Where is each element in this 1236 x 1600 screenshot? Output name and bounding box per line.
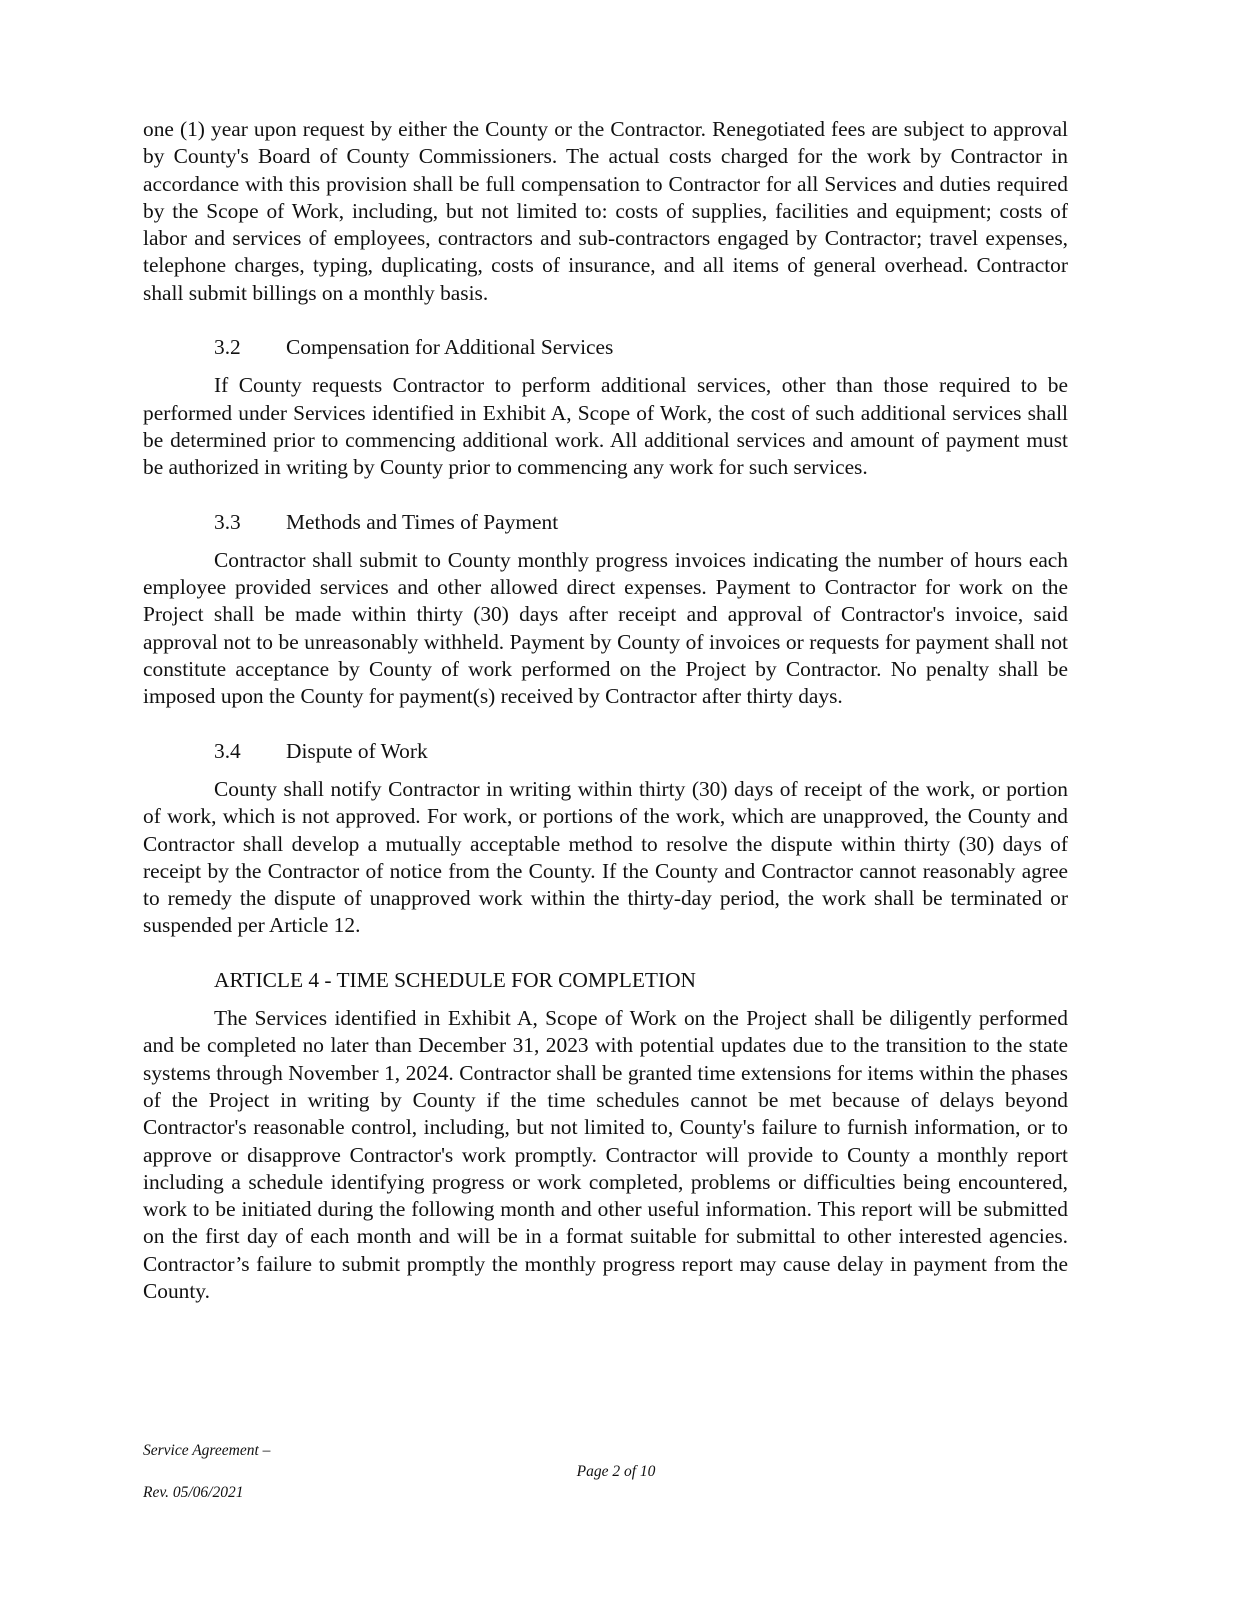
- section-heading-3-4: [143, 738, 1068, 765]
- page-number: Page 2 of 10: [576, 1463, 656, 1480]
- section-paragraph-3-2: If County requests Contractor to perform additional services, other than those required to be performed under Services identified in Exhibit A, Scope of Work, the cost of such additional services shall be determined prior to commencing additional work. All additional services and amount of payment must be authorized in writing by County prior to commencing any work for such services.: [143, 373, 1068, 480]
- section-number: 3.2: [214, 335, 241, 360]
- footer-doc-name: Service Agreement –: [143, 1442, 271, 1459]
- section-title: Dispute of Work: [286, 738, 428, 763]
- section-heading-3-3: [143, 509, 1068, 536]
- footer-revision: Rev. 05/06/2021: [143, 1484, 244, 1501]
- intro-paragraph: one (1) year upon request by either the County or the Contractor. Renegotiated fees are subject to approval by County's Board of County Commissioners. The actual costs charged for the work by Contractor in accordance with this provision shall be full compensation to Contractor for all Services and duties required by the Scope of Work, including, but not limited to: costs of supplies, facilities and equipment; costs of labor and services of employees, contractors and sub-contractors engaged by Contractor; travel expenses, telephone charges, typing, duplicating, costs of insurance, and all items of general overhead. Contractor shall submit billings on a monthly basis.: [143, 117, 1068, 305]
- article-paragraph-4: The Services identified in Exhibit A, Scope of Work on the Project shall be diligently performed and be completed no later than December 31, 2023 with potential updates due to the transition to the state systems through November 1, 2024. Contractor shall be granted time extensions for items within the phases of the Project in writing by County if the time schedules cannot be met because of delays beyond Contractor's reasonable control, including, but not limited to, County's failure to furnish information, or to approve or disapprove Contractor's work promptly. Contractor will provide to County a monthly report including a schedule identifying progress or work completed, problems or difficulties being encountered, work to be initiated during the following month and other useful information. This report will be submitted on the first day of each month and will be in a format suitable for submittal to other interested agencies. Contractor’s failure to submit promptly the monthly progress report may cause delay in payment from the County.: [143, 1006, 1068, 1303]
- section-paragraph-3-3: Contractor shall submit to County monthly progress invoices indicating the number of hours each employee provided services and other allowed direct expenses. Payment to Contractor for work on the Project shall be made within thirty (30) days after receipt and approval of Contractor's invoice, said approval not to be unreasonably withheld. Payment by County of invoices or requests for payment shall not constitute acceptance by County of work performed on the Project by Contractor. No penalty shall be imposed upon the County for payment(s) received by Contractor after thirty days.: [143, 547, 1068, 709]
- article-heading-4: ARTICLE 4 - TIME SCHEDULE FOR COMPLETION: [214, 967, 696, 992]
- section-paragraph-3-4: County shall notify Contractor in writing within thirty (30) days of receipt of the work, or portion of work, which is not approved. For work, or portions of the work, which are unapproved, the County and Contractor shall develop a mutually acceptable method to resolve the dispute within thirty (30) days of receipt by the Contractor of notice from the County. If the County and Contractor cannot reasonably agree to remedy the dispute of unapproved work within the thirty-day period, the work shall be terminated or suspended per Article 12.: [143, 776, 1068, 938]
- document-body: [143, 116, 1068, 1305]
- section-title: Compensation for Additional Services: [286, 335, 614, 360]
- section-heading-3-2: [143, 334, 1068, 361]
- section-title: Methods and Times of Payment: [286, 509, 559, 534]
- section-number: 3.4: [214, 738, 241, 763]
- section-number: 3.3: [214, 509, 241, 534]
